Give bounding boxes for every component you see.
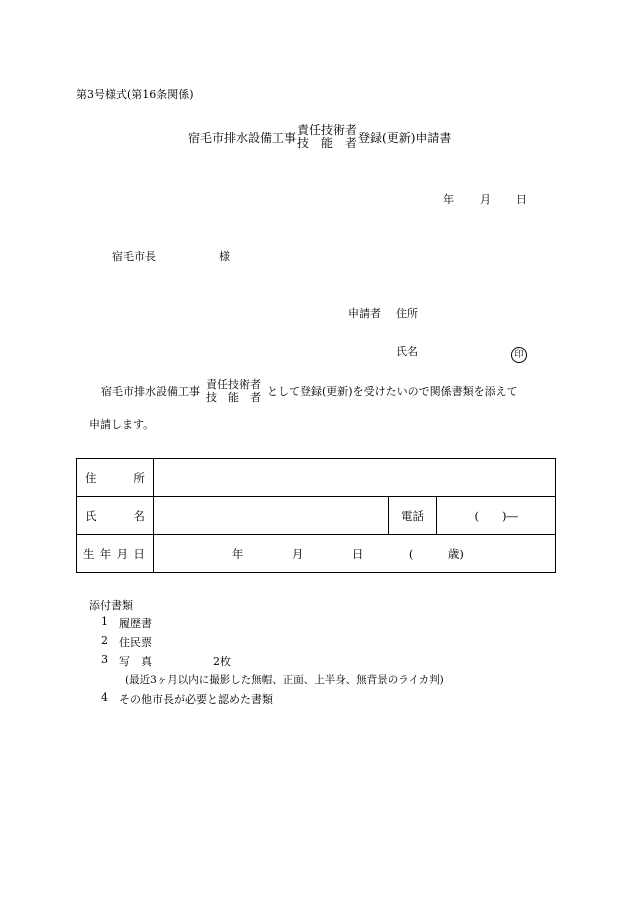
attachment-3-qty: 2枚: [213, 655, 231, 668]
seal-icon: 印: [511, 347, 527, 363]
attachments-heading: 添付書類: [89, 599, 133, 612]
title-role-stack: [297, 124, 357, 150]
body-prefix: 宿毛市排水設備工事: [101, 385, 200, 398]
attachment-4-num: 4: [101, 691, 108, 704]
title-role-top: 責任技術者: [297, 123, 358, 137]
applicant-address-label: 住所: [396, 307, 418, 320]
attachment-4-text: その他市長が必要と認めた書類: [119, 693, 273, 706]
birth-field[interactable]: [153, 535, 555, 573]
birth-label-0: 生: [83, 546, 95, 561]
date-month: 月: [480, 193, 491, 206]
name-label-a: 氏: [85, 508, 97, 523]
birth-month: 月: [291, 547, 304, 561]
applicant-table: [76, 458, 556, 573]
attachment-2-num: 2: [101, 634, 108, 647]
attachment-3-text: 写 真: [119, 655, 152, 668]
birth-age: ( 歳): [408, 547, 464, 561]
seal-mark: [511, 342, 527, 363]
name-label-b: 名: [133, 508, 145, 523]
birth-label-cell: [77, 535, 154, 573]
applicant-name-label: 氏名: [396, 345, 418, 358]
address-label-cell: [77, 459, 154, 497]
applicant-label: 申請者: [348, 307, 381, 320]
birth-label-3: 日: [133, 546, 145, 561]
table-row-birth: [77, 535, 556, 573]
body-role-top: 責任技術者: [206, 378, 261, 391]
title-prefix: 宿毛市排水設備工事: [188, 130, 297, 145]
document-title: [188, 124, 451, 150]
addressee-honorific: 様: [219, 250, 230, 263]
birth-label-1: 年: [99, 546, 112, 561]
body-suffix: として登録(更新)を受けたいので関係書類を添えて: [267, 385, 518, 398]
body-role-bottom: 技 能 者: [206, 391, 261, 404]
attachment-2-text: 住民票: [119, 636, 152, 649]
address-field[interactable]: [153, 459, 555, 497]
tel-field[interactable]: ( )―: [437, 497, 556, 535]
body-role-stack: [206, 378, 261, 404]
attachment-3-num: 3: [101, 653, 108, 666]
body-line-2: 申請します。: [89, 418, 155, 431]
title-role-bottom: 技 能 者: [297, 136, 358, 150]
address-label-b: 所: [133, 470, 145, 485]
attachment-1-num: 1: [101, 615, 108, 628]
table-row-name: [77, 497, 556, 535]
date-year: 年: [443, 193, 454, 206]
form-number: 第3号様式(第16条関係): [76, 88, 194, 101]
body-line-1: [101, 378, 518, 404]
name-field[interactable]: [153, 497, 388, 535]
table-row-address: [77, 459, 556, 497]
birth-label-2: 月: [116, 546, 129, 561]
date-day: 日: [516, 193, 527, 206]
birth-day: 日: [351, 547, 364, 561]
addressee-name: 宿毛市長: [112, 250, 156, 263]
attachment-1-text: 履歴書: [119, 617, 152, 630]
tel-label: 電話: [388, 497, 437, 535]
attachment-3-note: (最近3ヶ月以内に撮影した無帽、正面、上半身、無背景のライカ判): [125, 674, 444, 686]
birth-year: 年: [231, 547, 244, 561]
name-label-cell: [77, 497, 154, 535]
title-suffix: 登録(更新)申請書: [358, 130, 452, 145]
address-label-a: 住: [85, 470, 97, 485]
